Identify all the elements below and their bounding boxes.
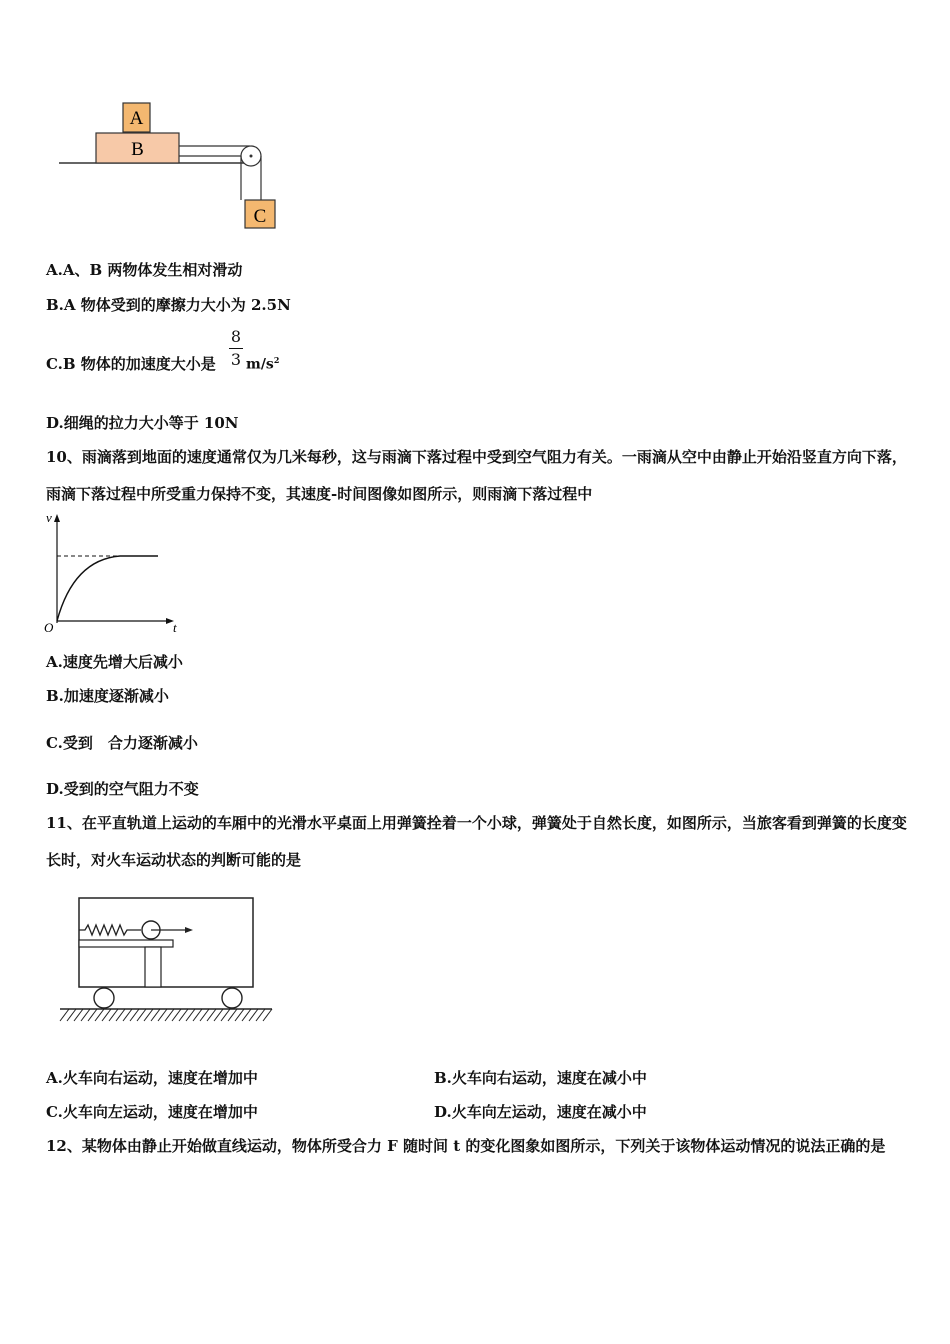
- unit-exponent: 2: [273, 355, 280, 365]
- q10-stem: 10、雨滴落到地面的速度通常仅为几米每秒，这与雨滴下落过程中受到空气阻力有关。一雨滴从空中由静止开始沿竖直方向下落，雨滴下落过程中所受重力保持不变，其速度-时间图像如图所示，则雨滴下落过程中: [46, 448, 907, 503]
- blocks-pulley-figure: [55, 98, 285, 234]
- tabletop: [79, 940, 173, 947]
- q9-option-d: D.细绳的拉力大小等于 10N: [46, 414, 239, 432]
- acceleration-unit: [246, 355, 279, 373]
- q11-option-c: C.火车向左运动，速度在增加中: [46, 1103, 258, 1121]
- fraction-bar: [229, 348, 243, 349]
- q11-option-d: D.火车向左运动，速度在减小中: [434, 1103, 647, 1121]
- label-a: A: [129, 108, 144, 129]
- q10-option-b: B.加速度逐渐减小: [46, 687, 169, 705]
- pulley-axle: [250, 155, 253, 158]
- train-car-figure: [55, 892, 280, 1027]
- fraction-denominator: 3: [230, 350, 242, 369]
- axis-label-v: v: [46, 510, 52, 525]
- velocity-time-graph: [40, 508, 190, 638]
- spring: [79, 925, 141, 935]
- fraction: [229, 328, 243, 369]
- velocity-curve: [57, 556, 158, 621]
- ground-hatching: [60, 1009, 272, 1021]
- label-c: C: [253, 206, 267, 227]
- q11-option-b: B.火车向右运动，速度在减小中: [434, 1069, 647, 1087]
- q12-stem: 12、某物体由静止开始做直线运动，物体所受合力 F 随时间 t 的变化图象如图所示，下列关于该物体运动情况的说法正确的是: [46, 1137, 886, 1155]
- label-b: B: [131, 139, 144, 160]
- wheel-left: [94, 988, 114, 1008]
- q9-option-c: C.B 物体的加速度大小是: [46, 355, 216, 373]
- origin-label: O: [44, 620, 54, 635]
- q10-option-d: D.受到的空气阻力不变: [46, 780, 199, 798]
- wheel-right: [222, 988, 242, 1008]
- fraction-numerator: 8: [230, 327, 242, 346]
- axis-label-t: t: [173, 620, 177, 635]
- table-leg: [145, 947, 161, 987]
- y-axis-arrow: [54, 514, 60, 522]
- q9-option-a: A.A、B 两物体发生相对滑动: [46, 261, 243, 279]
- unit-base: m/s: [246, 356, 274, 373]
- q10-option-a: A.速度先增大后减小: [46, 653, 183, 671]
- q11-stem: 11、在平直轨道上运动的车厢中的光滑水平桌面上用弹簧拴着一个小球，弹簧处于自然长度，如图所示，当旅客看到弹簧的长度变长时，对火车运动状态的判断可能的是: [46, 814, 907, 869]
- q9-option-b: B.A 物体受到的摩擦力大小为 2.5N: [46, 296, 291, 314]
- q11-option-a: A.火车向右运动，速度在增加中: [46, 1069, 258, 1087]
- q10-option-c: C.受到 合力逐渐减小: [46, 734, 198, 752]
- arrow-head: [185, 927, 193, 933]
